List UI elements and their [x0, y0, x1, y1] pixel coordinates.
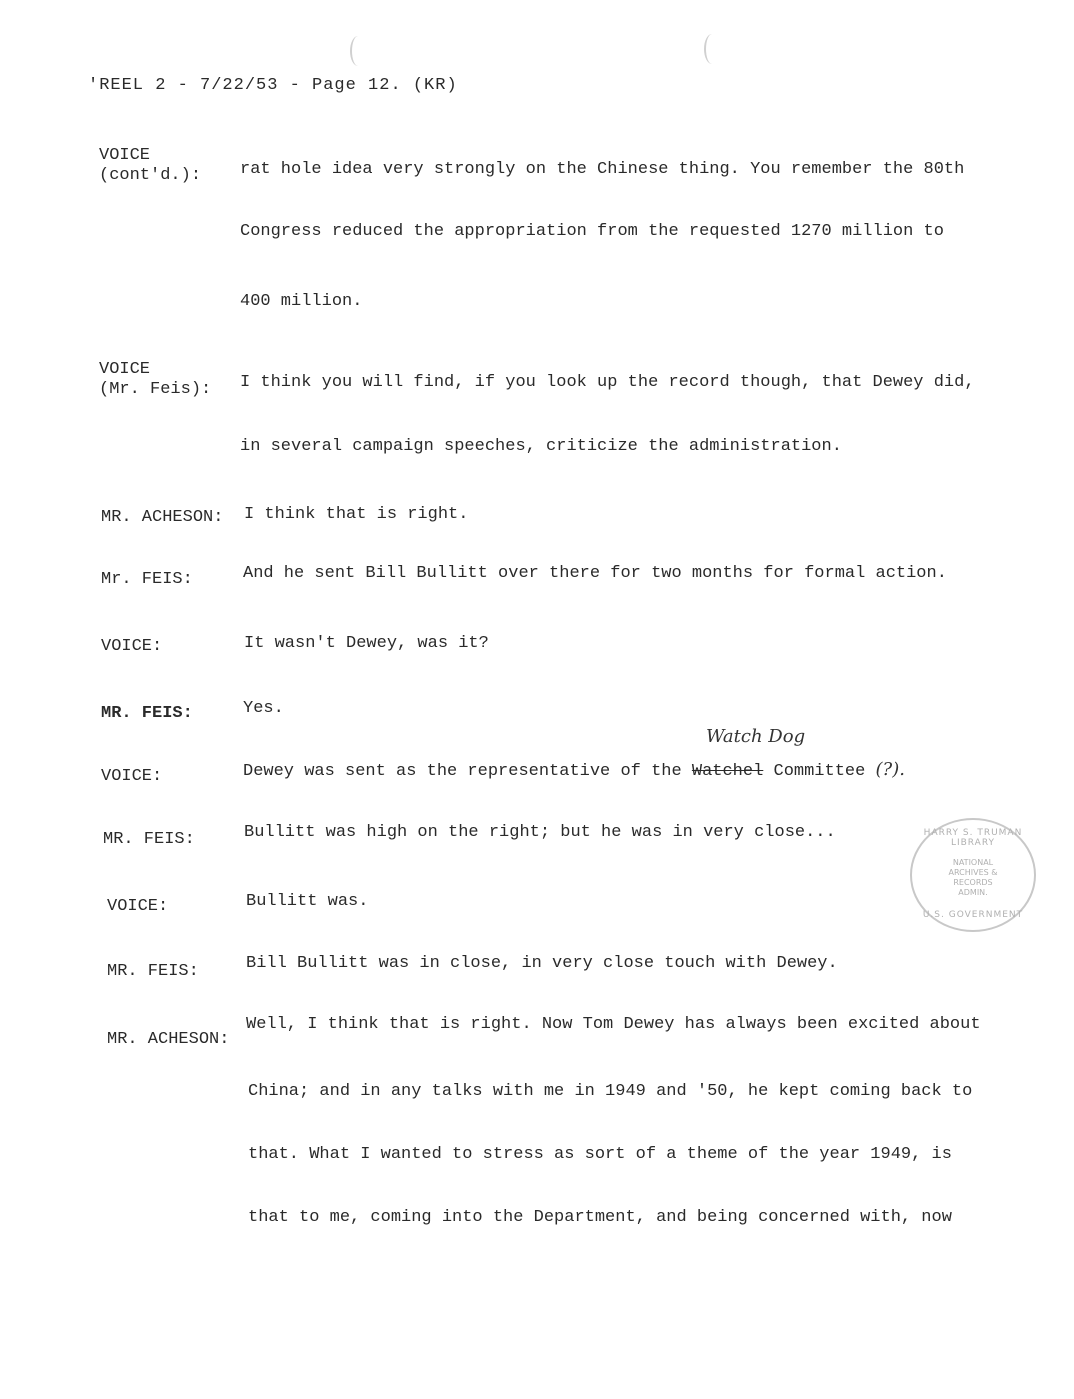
- handwritten-insert: Watch Dog: [706, 726, 806, 747]
- dialogue-line: that to me, coming into the Department, and being concerned with, now: [248, 1208, 952, 1227]
- speaker-label: Mr. FEIS:: [101, 570, 193, 589]
- dialogue-line: rat hole idea very strongly on the Chinese thing. You remember the 80th: [240, 160, 965, 179]
- speaker-label: MR. ACHESON:: [107, 1030, 230, 1049]
- speaker-label: VOICE (cont'd.):: [99, 146, 202, 185]
- dialogue-line: China; and in any talks with me in 1949 and '50, he kept coming back to: [248, 1082, 973, 1101]
- dialogue-line: Bill Bullitt was in close, in very close touch with Dewey.: [246, 954, 838, 973]
- dialogue-line: I think you will find, if you look up the record though, that Dewey did,: [240, 373, 975, 392]
- dialogue-line: I think that is right.: [244, 505, 469, 524]
- speaker-label: MR. FEIS:: [103, 830, 195, 849]
- library-stamp: HARRY S. TRUMAN LIBRARY NATIONAL ARCHIVES & RECORDS ADMIN. U.S. GOVERNMENT: [910, 818, 1036, 932]
- speaker-label: VOICE:: [101, 767, 163, 786]
- dialogue-line: 400 million.: [240, 292, 363, 311]
- struck-word: Watchel: [691, 762, 764, 781]
- dialogue-line: Bullitt was high on the right; but he was in very close...: [244, 823, 836, 842]
- dialogue-line: It wasn't Dewey, was it?: [244, 634, 489, 653]
- dialogue-line: Yes.: [243, 699, 284, 718]
- speaker-label: VOICE:: [107, 897, 169, 916]
- handwritten-mark: (?).: [875, 759, 905, 780]
- dialogue-line: And he sent Bill Bullitt over there for two months for formal action.: [243, 564, 947, 583]
- speaker-label: MR. FEIS:: [107, 962, 199, 981]
- speaker-label: VOICE (Mr. Feis):: [99, 360, 212, 399]
- page-header: 'REEL 2 - 7/22/53 - Page 12. (KR): [88, 76, 458, 95]
- punch-hole-mark-left: [350, 36, 366, 66]
- punch-hole-mark-right: [704, 34, 720, 64]
- speaker-label: VOICE:: [101, 637, 163, 656]
- speaker-label: MR. ACHESON:: [101, 508, 224, 527]
- dialogue-line: that. What I wanted to stress as sort of a theme of the year 1949, is: [248, 1145, 952, 1164]
- speaker-label: MR. FEIS:: [101, 704, 193, 723]
- dialogue-line: Congress reduced the appropriation from the requested 1270 million to: [240, 222, 944, 241]
- dialogue-line: in several campaign speeches, criticize the administration.: [240, 437, 842, 456]
- dialogue-line: Well, I think that is right. Now Tom Dewey has always been excited about: [246, 1015, 981, 1034]
- dialogue-line: Dewey was sent as the representative of the Watchel Committee (?).: [243, 759, 905, 781]
- dialogue-line: Bullitt was.: [246, 892, 369, 911]
